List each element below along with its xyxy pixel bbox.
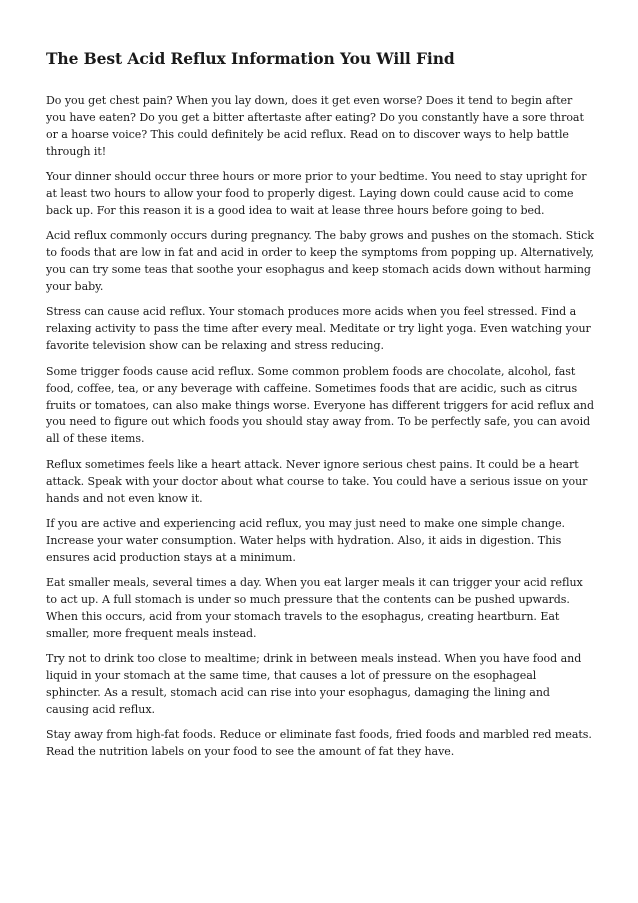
paragraph-8: Eat smaller meals, several times a day. When you eat larger meals it can trigger your acid reflux to act up. A full stomach is under so much pressure that the contents can be pushed upwards. When this occurs, acid from your stomach travels to the esophagus, creating heartburn. Eat smaller, more frequent meals instead. (46, 576, 583, 640)
paragraph-10: Stay away from high-fat foods. Reduce or eliminate fast foods, fried foods and marbled red meats. Read the nutrition labels on your food to see the amount of fat they have. (46, 728, 592, 759)
paragraph-5: Some trigger foods cause acid reflux. Some common problem foods are chocolate, alcohol, fast food, coffee, tea, or any beverage with caffeine. Sometimes foods that are acidic, such as citrus fruits or tomatoes, can also make things worse. Everyone has different triggers for acid reflux and you need to figure out which foods you should stay away from. To be perfectly safe, you can avoid all of these items. (46, 364, 594, 446)
paragraph-3: Acid reflux commonly occurs during pregnancy. The baby grows and pushes on the stomach. Stick to foods that are low in fat and acid in order to keep the symptoms from popping up. Alternatively, you can try some teas that soothe your esophagus and keep stomach acids down without harming your baby. (46, 229, 595, 294)
paragraph-2: Your dinner should occur three hours or more prior to your bedtime. You need to stay upright for at least two hours to allow your food to properly digest. Laying down could cause acid to come back up. For this reason it is a good idea to wait at lease three hours before going to bed. (46, 170, 587, 217)
paragraph-6: Reflux sometimes feels like a heart attack. Never ignore serious chest pains. It could be a heart attack. Speak with your doctor about what course to take. You could have a serious issue on your hands and not even know it. (46, 457, 588, 505)
document-page (46, 48, 594, 770)
document-title: The Best Acid Reflux Information You Will Find (46, 49, 455, 68)
paragraph-7: If you are active and experiencing acid reflux, you may just need to make one simple change. Increase your water consumption. Water helps with hydration. Also, it aids in digestion. This ensures acid production stays at a minimum. (46, 516, 566, 564)
paragraph-1: Do you get chest pain? When you lay down, does it get even worse? Does it tend to begin after you have eaten? Do you get a bitter aftertaste after eating? Do you constantly have a sore throat or a hoarse voice? This could definitely be acid reflux. Read on to discover ways to help battle through it! (46, 94, 584, 158)
paragraph-4: Stress can cause acid reflux. Your stomach produces more acids when you feel stressed. Find a relaxing activity to pass the time after every meal. Meditate or try light yoga. Even watching your favorite television show can be relaxing and stress reducing. (46, 305, 591, 353)
paragraph-9: Try not to drink too close to mealtime; drink in between meals instead. When you have food and liquid in your stomach at the same time, that causes a lot of pressure on the esophageal sphincter. As a result, stomach acid can rise into your esophagus, damaging the lining and causing acid reflux. (46, 652, 582, 716)
